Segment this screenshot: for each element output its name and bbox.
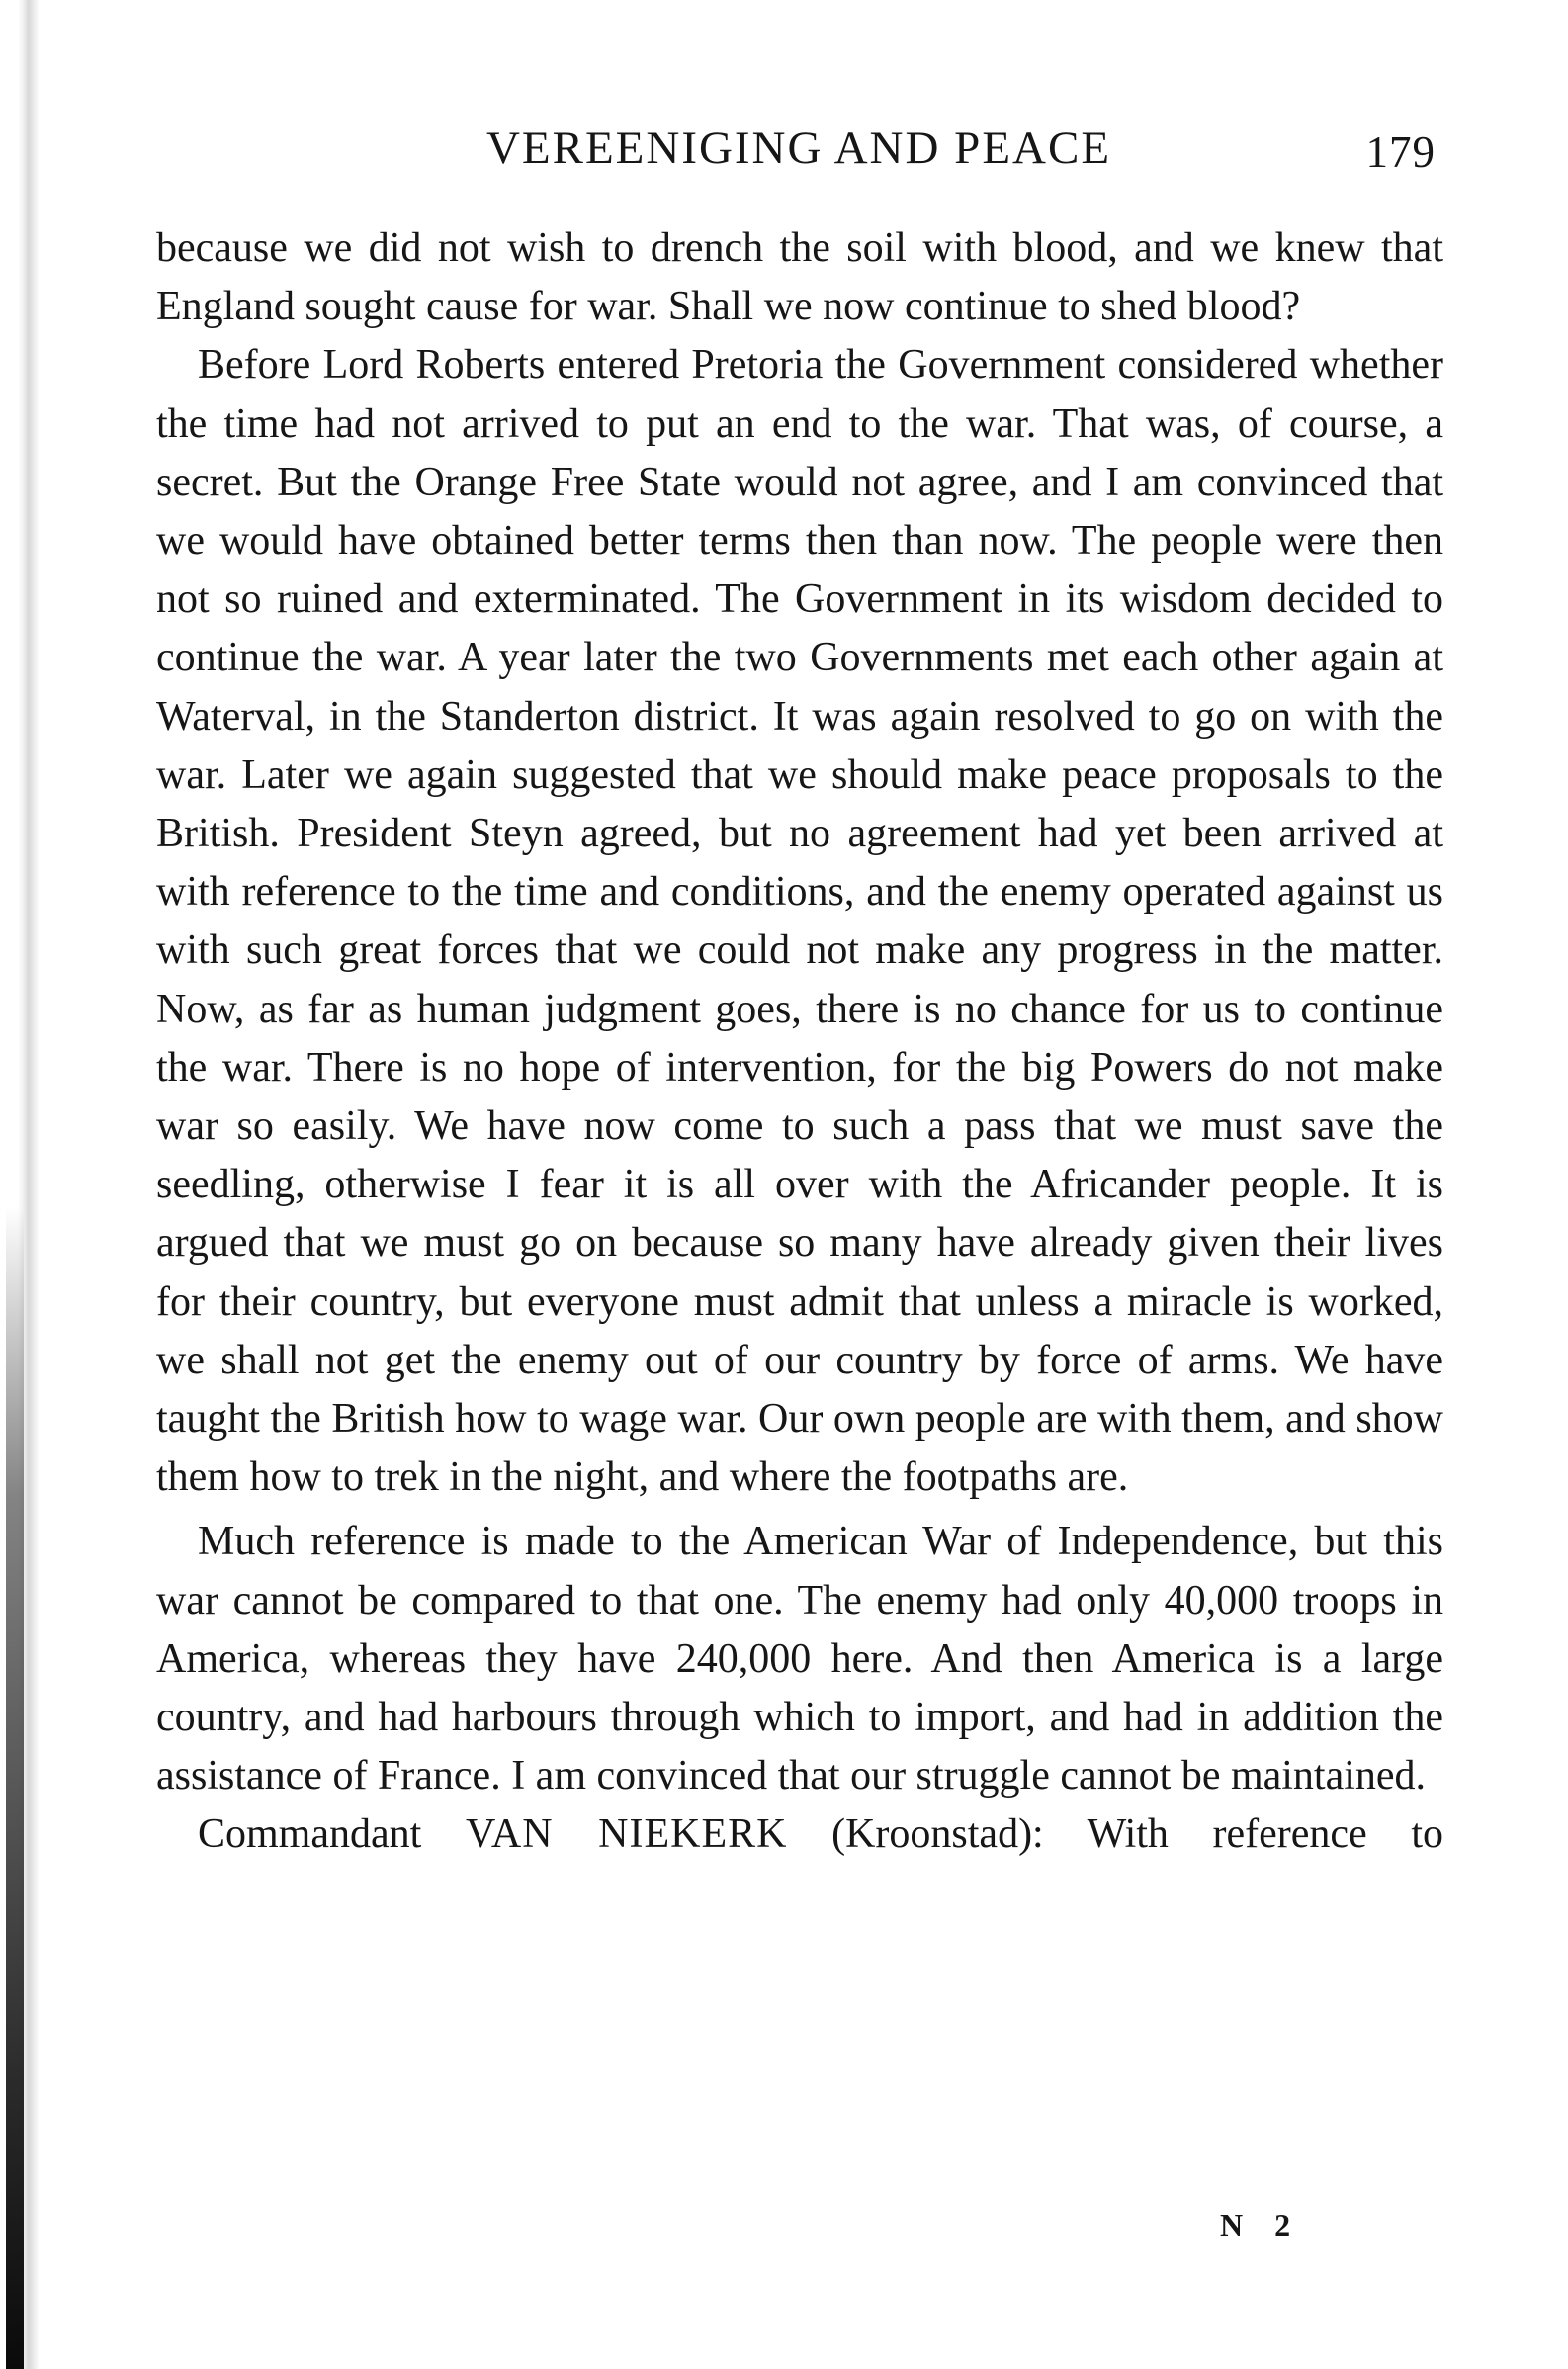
- running-head: [152, 117, 1445, 180]
- speaker-name: VAN NIEKERK: [465, 1811, 788, 1858]
- page-number: 179: [1365, 128, 1436, 177]
- paragraph-speaker: [156, 1805, 1443, 1864]
- running-title: VEREENIGING AND PEACE: [485, 123, 1112, 174]
- body-text: [156, 219, 1443, 1865]
- signature-mark: N 2: [1220, 2207, 1303, 2242]
- binding-shadow: [6, 1206, 24, 2369]
- paragraph-roberts: Before Lord Roberts entered Pretoria the Government considered whether the time had not arrived to put an end to the war. That was, of course, a secret. But the Orange Free State would not agree, and I am convinced that we would have obtained better terms then than now. The people were then not so ruined and exterminated. The Government in its wisdom decided to continue the war. A year later the two Governments met each other again at Waterval, in the Standerton district. It was again resolved to go on with the war. Later we again suggested that we should make peace proposals to the British. President Steyn agreed, but no agreement had yet been arrived at with reference to the time and conditions, and the enemy operated against us with such great forces that we could not make any progress in the matter. Now, as far as human judgment goes, there is no chance for us to continue the war. There is no hope of intervention, for the big Powers do not make war so easily. We have now come to such a pass that we must save the seedling, otherwise I fear it is all over with the Africander people. It is argued that we must go on because so many have already given their lives for their country, but everyone must admit that unless a miracle is worked, we shall not get the enemy out of our country by force of arms. We have taught the British how to wage war. Our own people are with them, and show them how to trek in the night, and where the footpaths are.: [156, 342, 1443, 1501]
- paragraph-continuation: because we did not wish to drench the soil with blood, and we knew that England sought cause for war. Shall we now continue to shed blood?: [156, 225, 1443, 330]
- speaker-title: Commandant: [198, 1811, 422, 1858]
- speaker-place: (Kroonstad):: [831, 1811, 1044, 1858]
- speaker-text: With reference to: [1087, 1811, 1444, 1858]
- paragraph-american-war: Much reference is made to the American War of Independence, but this war cannot be compared to that one. The enemy had only 40,000 troops in America, whereas they have 240,000 here. And then America is a large country, and had harbours through which to import, and had in addition the assistance of France. I am convinced that our struggle cannot be maintained.: [156, 1519, 1443, 1799]
